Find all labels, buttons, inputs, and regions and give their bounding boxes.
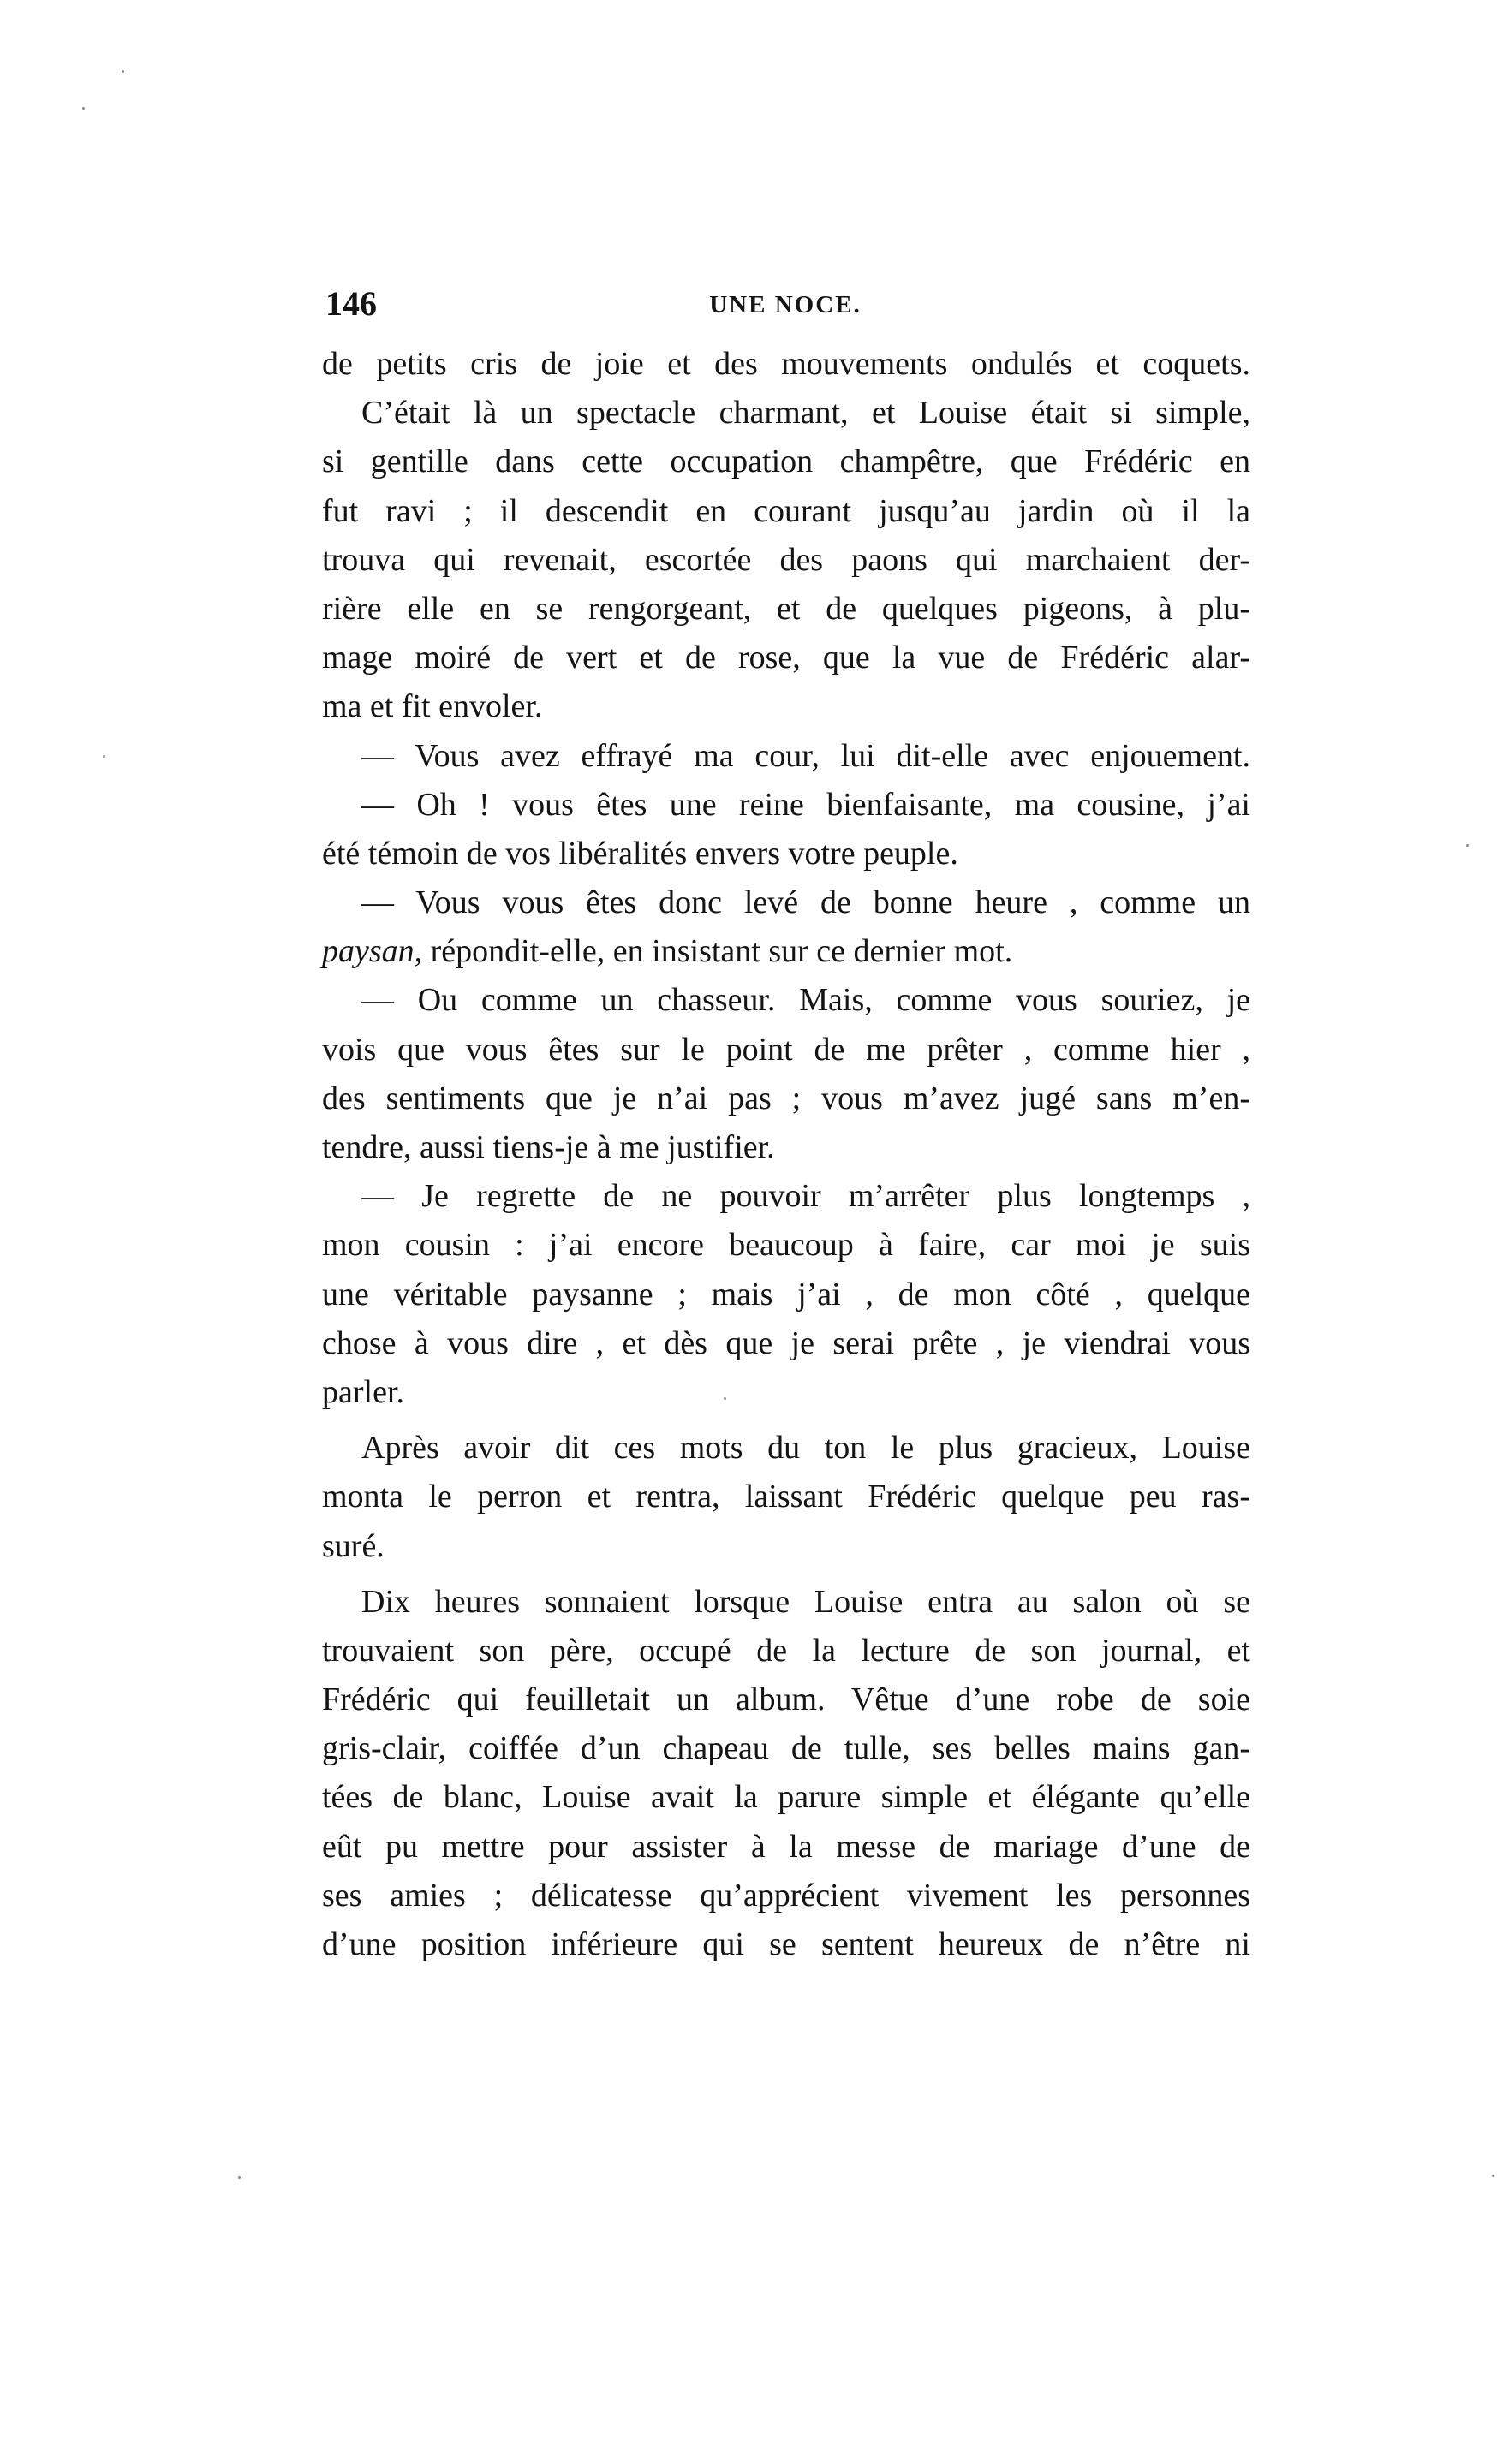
- text-line: C’était là un spectacle charmant, et Louise était si simple,: [361, 395, 1250, 431]
- text-line: Dix heures sonnaient lorsque Louise entra au salon où se: [361, 1583, 1250, 1620]
- text-line: tées de blanc, Louise avait la parure simple et élégante qu’elle: [322, 1779, 1250, 1816]
- running-title: UNE NOCE.: [709, 291, 862, 318]
- text-fragment: répondit-elle, en insistant sur ce dernier mot.: [422, 933, 1013, 970]
- text-line: monta le perron et rentra, laissant Frédéric quelque peu ras-: [322, 1479, 1250, 1515]
- text-line: [322, 927, 1250, 976]
- scan-speck: [238, 2176, 241, 2179]
- text-line: gris-clair, coiffée d’un chapeau de tulle, ses belles mains gan-: [322, 1730, 1250, 1767]
- text-line: eût pu mettre pour assister à la messe de mariage d’une de: [322, 1828, 1250, 1865]
- text-line: — Vous vous êtes donc levé de bonne heure , comme un: [361, 884, 1250, 921]
- text-line: tendre, aussi tiens-je à me justifier.: [322, 1129, 775, 1165]
- text-line: si gentille dans cette occupation champêtre, que Frédéric en: [322, 443, 1250, 480]
- text-line: — Oh ! vous êtes une reine bienfaisante, ma cousine, j’ai: [361, 786, 1250, 823]
- text-line: Après avoir dit ces mots du ton le plus gracieux, Louise: [361, 1430, 1250, 1467]
- scan-speck: [1466, 844, 1469, 847]
- text-line: suré.: [322, 1527, 385, 1564]
- scan-speck: [724, 1397, 726, 1400]
- text-line: des sentiments que je n’ai pas ; vous m’avez jugé sans m’en-: [322, 1080, 1250, 1116]
- text-line: — Je regrette de ne pouvoir m’arrêter plus longtemps ,: [361, 1178, 1250, 1215]
- text-line: mon cousin : j’ai encore beaucoup à faire, car moi je suis: [322, 1227, 1250, 1264]
- italic-word: paysan,: [322, 933, 423, 970]
- text-line: parler.: [322, 1373, 405, 1410]
- text-line: trouvaient son père, occupé de la lecture de son journal, et: [322, 1632, 1250, 1669]
- text-line: été témoin de vos libéralités envers votre peuple.: [322, 835, 958, 872]
- text-line: ses amies ; délicatesse qu’apprécient vivement les personnes: [322, 1877, 1250, 1913]
- scan-speck: [82, 107, 85, 110]
- scan-speck: [103, 755, 105, 758]
- text-line: ma et fit envoler.: [322, 688, 543, 725]
- text-line: — Vous avez effrayé ma cour, lui dit-elle avec enjouement.: [361, 737, 1250, 774]
- text-line: vois que vous êtes sur le point de me prêter , comme hier ,: [322, 1031, 1250, 1068]
- text-line: de petits cris de joie et des mouvements ondulés et coquets.: [322, 346, 1250, 382]
- scan-speck: [122, 70, 124, 73]
- text-line: chose à vous dire , et dès que je serai prête , je viendrai vous: [322, 1324, 1250, 1361]
- scan-speck: [1492, 2175, 1494, 2177]
- text-line: mage moiré de vert et de rose, que la vue de Frédéric alar-: [322, 640, 1250, 676]
- page-header: [319, 283, 1252, 325]
- text-line: d’une position inférieure qui se sentent heureux de n’être ni: [322, 1926, 1250, 1962]
- text-line: fut ravi ; il descendit en courant jusqu’au jardin où il la: [322, 492, 1250, 529]
- page-number: 146: [325, 284, 377, 323]
- text-line: rière elle en se rengorgeant, et de quelques pigeons, à plu-: [322, 590, 1250, 627]
- text-line: une véritable paysanne ; mais j’ai , de mon côté , quelque: [322, 1276, 1250, 1312]
- body-text: [322, 340, 1250, 1969]
- text-line: trouva qui revenait, escortée des paons qui marchaient der-: [322, 541, 1250, 578]
- text-line: — Ou comme un chasseur. Mais, comme vous souriez, je: [361, 982, 1250, 1019]
- text-line: Frédéric qui feuilletait un album. Vêtue d’une robe de soie: [322, 1681, 1250, 1718]
